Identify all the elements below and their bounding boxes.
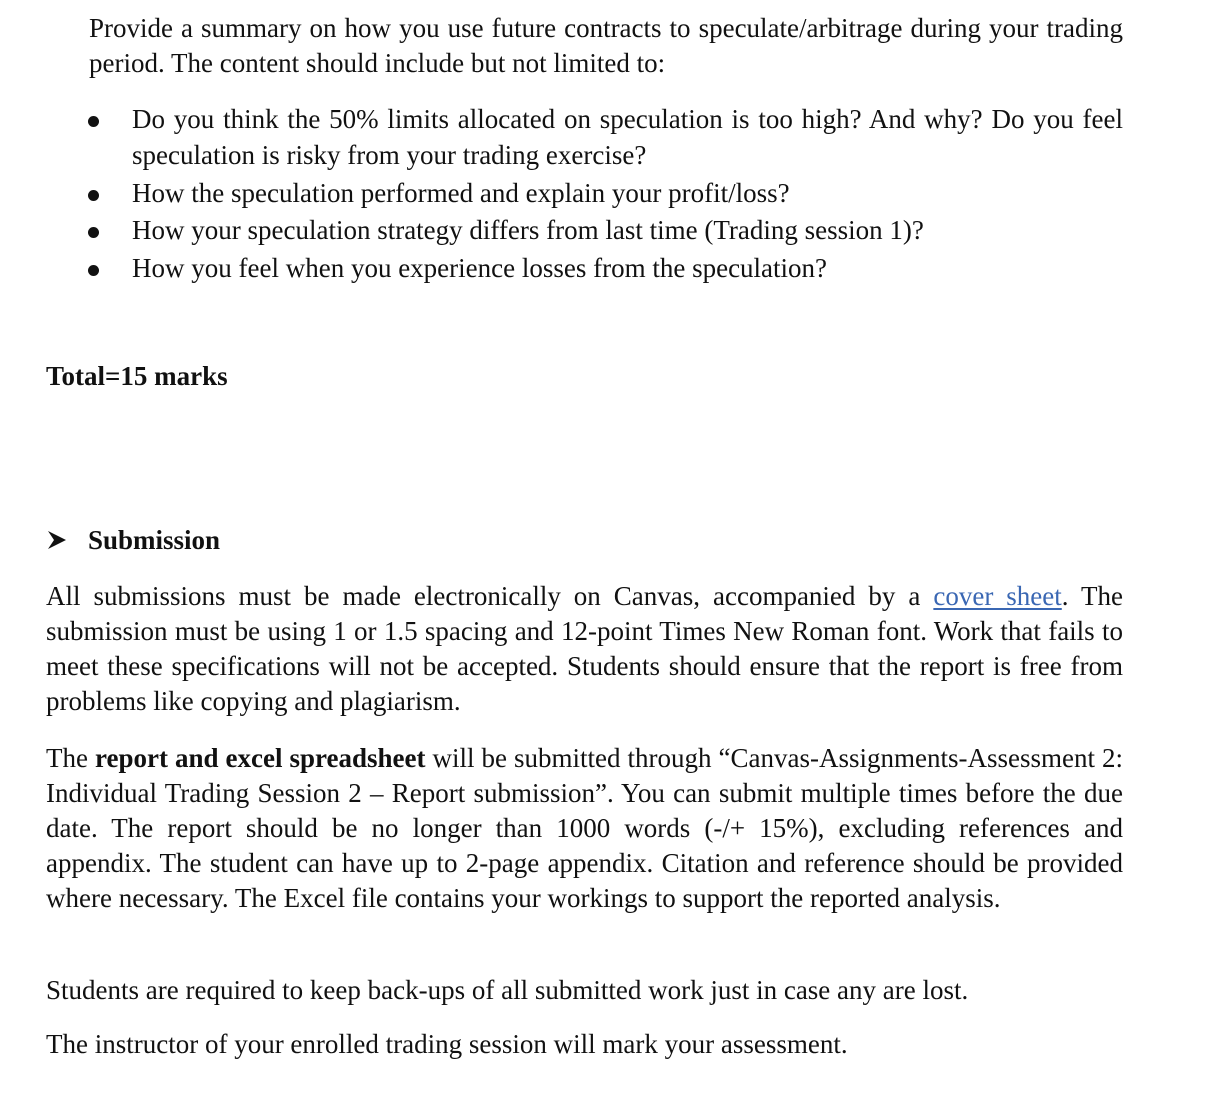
para1-text-start: All submissions must be made electronically on Canvas, accompanied by a — [46, 581, 934, 611]
cover-sheet-link[interactable]: cover sheet — [933, 581, 1062, 611]
question-list — [0, 101, 1216, 287]
list-item — [0, 212, 1123, 248]
submission-heading-text: Submission — [88, 525, 221, 555]
arrowhead-bullet-icon — [46, 529, 68, 551]
bullet-icon — [88, 265, 99, 276]
para1-text-end: . The submission must be using 1 or 1.5 spacing and 12-point Times New Roman font. Work that fails to meet these specifications will not be accepted. Students should ensure that the report is free from problems like copying and plagiarism. — [46, 581, 1124, 716]
list-item — [0, 175, 1123, 211]
list-item-text: How you feel when you experience losses from the speculation? — [132, 252, 828, 283]
bullet-icon — [88, 190, 99, 201]
submission-paragraph-2 — [46, 741, 1123, 916]
list-item-text: Do you think the 50% limits allocated on speculation is too high? And why? Do you feel speculation is risky from your trading exercise? — [132, 104, 1123, 170]
para2-text-start: The — [46, 743, 95, 773]
para2-text-rest: will be submitted through “Canvas-Assignments-Assessment 2: Individual Trading Session 2 – Report submission”. You can submit multiple times before the due date. The report should be no longer than 1000 words (-/+ 15%), excluding references and appendix. The student can have up to 2-page appendix. Citation and reference should be provided where necessary. The Excel file contains your workings to support the reported analysis. — [46, 743, 1124, 913]
list-item — [0, 250, 1123, 286]
submission-paragraph-4: The instructor of your enrolled trading session will mark your assessment. — [46, 1029, 848, 1059]
submission-paragraph-1 — [46, 579, 1123, 719]
intro-paragraph: Provide a summary on how you use future contracts to speculate/arbitrage during your trading period. The content should include but not limited to: — [89, 13, 1123, 78]
list-item-text: How your speculation strategy differs from last time (Trading session 1)? — [132, 215, 924, 245]
bullet-icon — [88, 227, 99, 238]
list-item-text: How the speculation performed and explain your profit/loss? — [132, 177, 790, 208]
submission-heading — [46, 522, 220, 558]
list-item — [0, 101, 1123, 173]
submission-paragraph-3: Students are required to keep back-ups of all submitted work just in case any are lost. — [46, 975, 969, 1005]
para2-bold-text: report and excel spreadsheet — [95, 743, 426, 773]
bullet-icon — [88, 116, 99, 127]
total-marks: Total=15 marks — [46, 361, 228, 391]
